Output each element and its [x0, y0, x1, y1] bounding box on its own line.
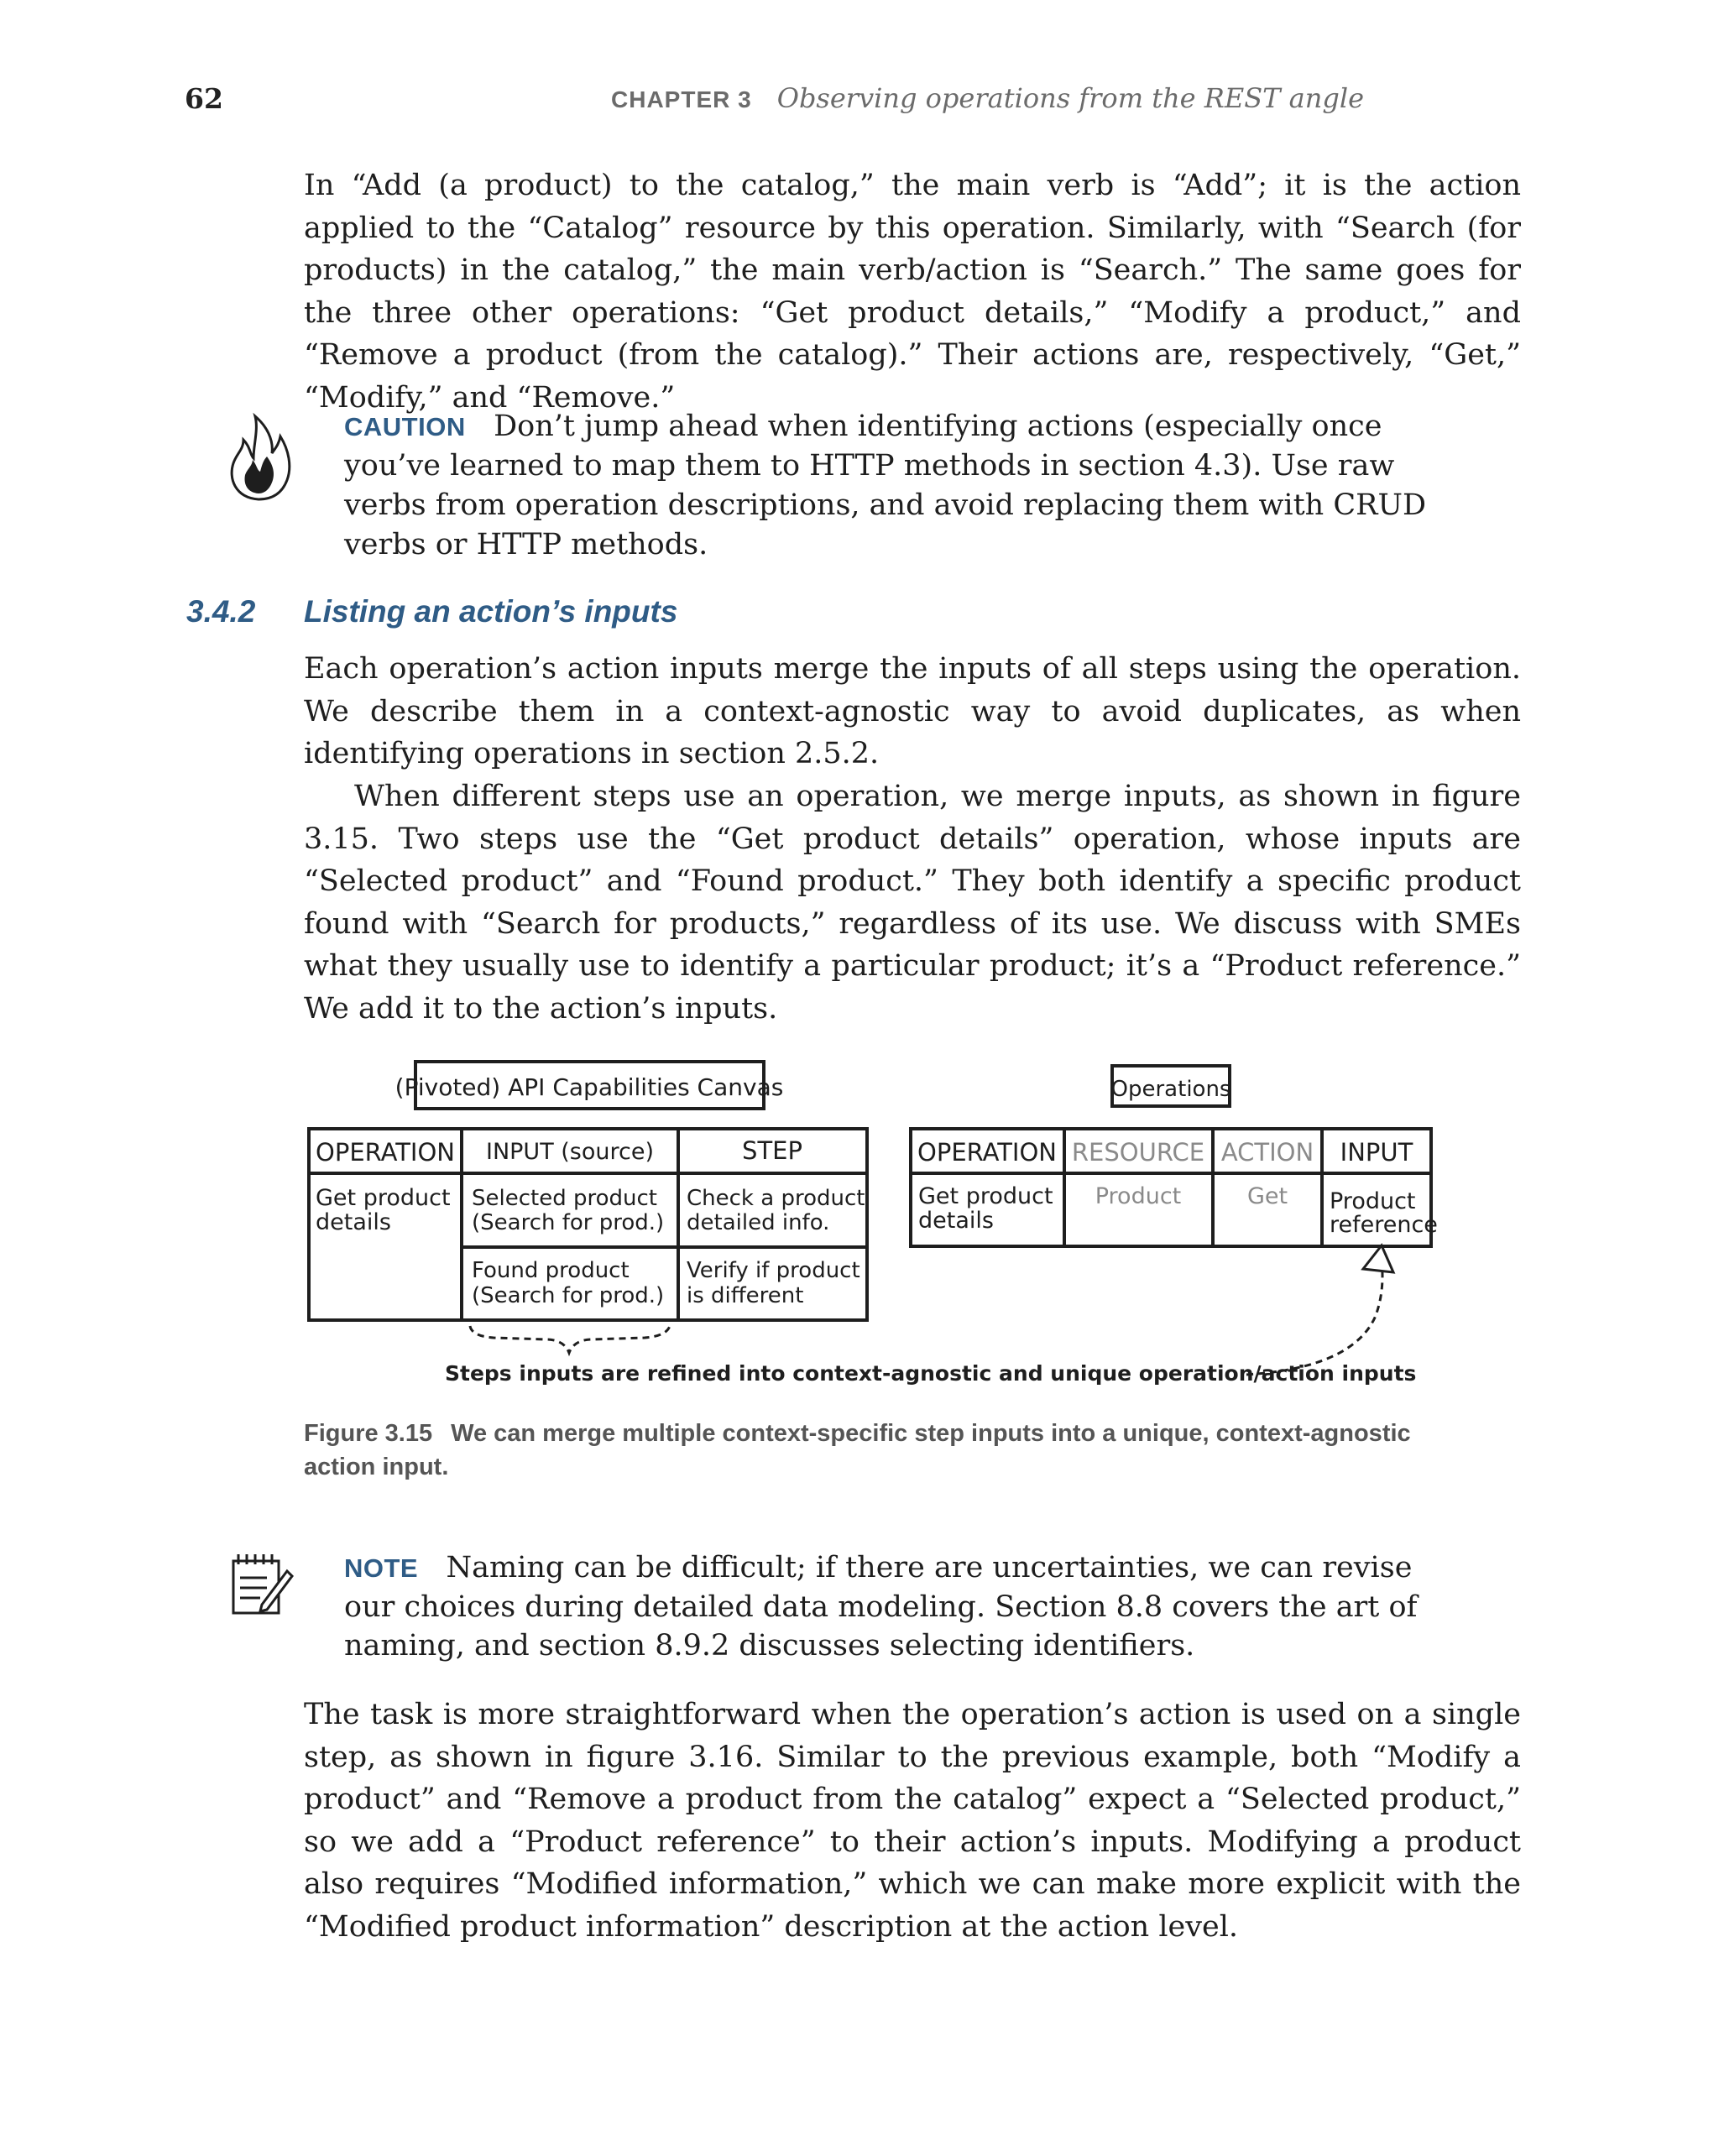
operations-table: [911, 1129, 1438, 1246]
canvas-title: (Pivoted) API Capabilities Canvas: [394, 1073, 784, 1101]
page-number: 62: [185, 82, 223, 115]
operations-resource: Product: [1095, 1183, 1182, 1209]
canvas-step-1-line-1: Check a product: [687, 1186, 865, 1211]
merge-brace: [470, 1326, 670, 1353]
running-header: [611, 82, 1364, 114]
note-block: [344, 1548, 1444, 1665]
operations-title: Operations: [1110, 1077, 1231, 1102]
merge-arrowhead: [1363, 1245, 1393, 1272]
figure-3-15: [294, 1049, 1452, 1402]
note-label: NOTE: [344, 1553, 419, 1583]
merge-arrow: [1246, 1261, 1382, 1375]
canvas-header-operation: OPERATION: [316, 1138, 455, 1167]
caution-block: [344, 407, 1444, 565]
figure-caption-text: We can merge multiple context-specific step inputs into a unique, context-agnostic action input.: [304, 1420, 1411, 1480]
section-number: 3.4.2: [186, 594, 256, 629]
chapter-title: Observing operations from the REST angle: [776, 82, 1365, 114]
section-title: Listing an action’s inputs: [304, 594, 678, 629]
canvas-header-input: INPUT (source): [485, 1139, 655, 1165]
operations-header-resource: RESOURCE: [1071, 1138, 1205, 1167]
canvas-input-1-line-2: (Search for prod.): [472, 1210, 665, 1235]
fire-icon: [225, 411, 292, 504]
operations-action: Get: [1246, 1183, 1288, 1209]
figure-annotation: Steps inputs are refined into context-agnostic and unique operation/action inputs: [445, 1361, 1417, 1386]
canvas-input-1-line-1: Selected product: [472, 1186, 657, 1211]
operations-header-input: INPUT: [1340, 1138, 1413, 1167]
chapter-label: CHAPTER 3: [611, 86, 752, 112]
canvas-input-2-line-2: (Search for prod.): [472, 1283, 665, 1308]
body-paragraph-4: The task is more straightforward when the operation’s action is used on a single step, as shown in figure 3.16. Similar to the previous example, both “Modify a product” and “Remove a product from the catalog” expect a “Selected product,” so we add a “Product reference” to their action’s inputs. Modifying a product also requires “Modified information,” which we can make more explicit with the “Modified product information” description at the action level.: [304, 1698, 1521, 1944]
canvas-step-2-line-1: Verify if product: [687, 1258, 860, 1283]
canvas-input-2-line-1: Found product: [472, 1258, 630, 1283]
canvas-operation-line-1: Get product: [316, 1185, 451, 1211]
body-paragraph-2: Each operation’s action inputs merge the inputs of all steps using the operation. We describe them in a context-agnostic way to avoid duplicates, as when identifying operations in section 2.5.2.: [304, 652, 1521, 770]
operations-input-line-1: Product: [1330, 1188, 1416, 1214]
body-paragraph-3: When different steps use an operation, we merge inputs, as shown in figure 3.15. Two steps use the “Get product details” operation, whose inputs are “Selected product” and “Found product.” They both identify a specific product found with “Search for products,” regardless of its use. We discuss with SMEs what they usually use to identify a particular product; it’s a “Product reference.” We add it to the action’s inputs.: [304, 780, 1521, 1026]
canvas-step-1-line-2: detailed info.: [687, 1210, 830, 1235]
operations-header-operation: OPERATION: [917, 1138, 1057, 1167]
canvas-step-2-line-2: is different: [687, 1283, 804, 1308]
canvas-table: [309, 1129, 867, 1320]
caution-text: Don’t jump ahead when identifying actions (especially once you’ve learned to map them to HTTP methods in section 4.3). Use raw verbs from operation descriptions, and avoid replacing them with CRUD verbs or HTTP methods.: [344, 410, 1427, 561]
canvas-header-step: STEP: [742, 1136, 802, 1165]
operations-header-action: ACTION: [1220, 1138, 1314, 1167]
canvas-operation-line-2: details: [316, 1209, 391, 1235]
notepad-icon: [228, 1551, 295, 1618]
caution-label: CAUTION: [344, 412, 466, 441]
body-paragraph-1: In “Add (a product) to the catalog,” the main verb is “Add”; it is the action applied to the “Catalog” resource by this operation. Similarly, with “Search (for products) in the catalog,” the main verb/action is “Search.” The same goes for the three other operations: “Get product details,” “Modify a product,” and “Remove a product (from the catalog).” Their actions are, respectively, “Get,” “Modify,” and “Remove.”: [304, 169, 1521, 415]
figure-caption-label: Figure 3.15: [304, 1420, 433, 1447]
operations-operation-line-1: Get product: [918, 1183, 1053, 1209]
note-text: Naming can be difficult; if there are uncertainties, we can revise our choices during detailed data modeling. Section 8.8 covers the art of naming, and section 8.9.2 discusses selecting identifiers.: [344, 1551, 1418, 1663]
operations-input-line-2: reference: [1330, 1212, 1438, 1238]
figure-caption: [304, 1417, 1479, 1484]
operations-operation-line-2: details: [918, 1208, 994, 1234]
